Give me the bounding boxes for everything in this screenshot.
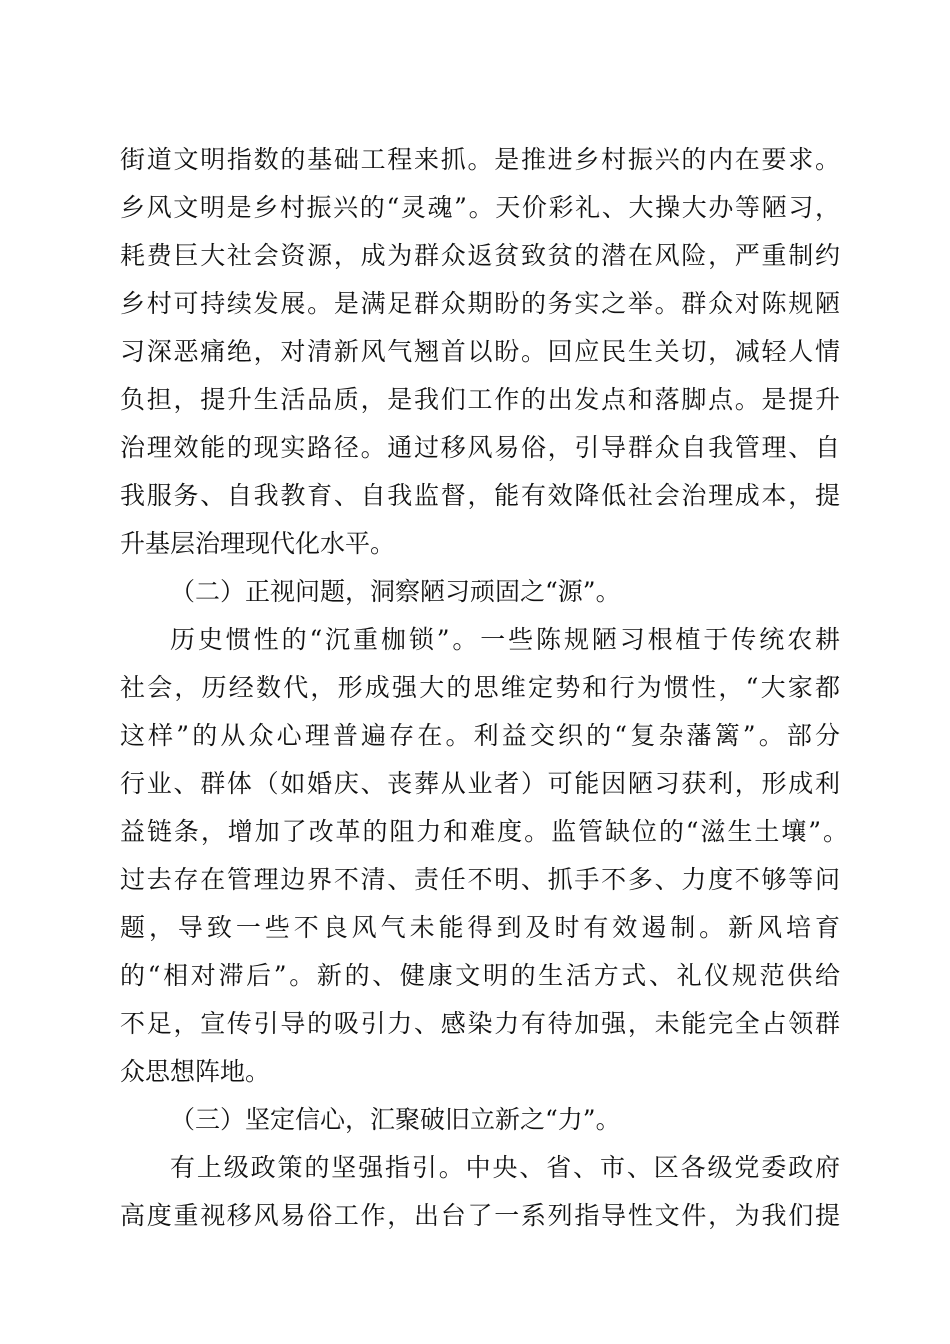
paragraph-line: 耗费巨大社会资源，成为群众返贫致贫的潜在风险，严重制约: [120, 241, 840, 270]
paragraph-line: 习深恶痛绝，对清新风气翘首以盼。回应民生关切，减轻人情: [120, 337, 840, 366]
paragraph-line: 有上级政策的坚强指引。中央、省、市、区各级党委政府: [170, 1153, 840, 1182]
paragraph-line: 历史惯性的“沉重枷锁”。一些陈规陋习根植于传统农耕: [170, 625, 840, 654]
section-heading: （三）坚定信心，汇聚破旧立新之“力”。: [170, 1105, 621, 1134]
paragraph-line: 乡村可持续发展。是满足群众期盼的务实之举。群众对陈规陋: [120, 289, 840, 318]
paragraph-line: 社会，历经数代，形成强大的思维定势和行为惯性，“大家都: [120, 673, 840, 702]
paragraph-line: 题，导致一些不良风气未能得到及时有效遏制。新风培育: [120, 913, 840, 942]
paragraph-line: 我服务、自我教育、自我监督，能有效降低社会治理成本，提: [120, 481, 840, 510]
paragraph-line: 乡风文明是乡村振兴的“灵魂”。天价彩礼、大操大办等陋习，: [120, 193, 840, 222]
paragraph-line: 众思想阵地。: [120, 1057, 271, 1086]
paragraph-line: 的“相对滞后”。新的、健康文明的生活方式、礼仪规范供给: [120, 961, 840, 990]
paragraph-line: 行业、群体（如婚庆、丧葬从业者）可能因陋习获利，形成利: [120, 769, 840, 798]
paragraph-line: 益链条，增加了改革的阻力和难度。监管缺位的“滋生土壤”。: [120, 817, 848, 846]
section-heading: （二）正视问题，洞察陋习顽固之“源”。: [170, 577, 621, 606]
paragraph-line: 升基层治理现代化水平。: [120, 529, 396, 558]
paragraph-line: 不足，宣传引导的吸引力、感染力有待加强，未能完全占领群: [120, 1009, 840, 1038]
paragraph-line: 治理效能的现实路径。通过移风易俗，引导群众自我管理、自: [120, 433, 840, 462]
paragraph-line: 过去存在管理边界不清、责任不明、抓手不多、力度不够等问: [120, 865, 840, 894]
paragraph-line: 街道文明指数的基础工程来抓。是推进乡村振兴的内在要求。: [120, 145, 840, 174]
paragraph-line: 这样”的从众心理普遍存在。利益交织的“复杂藩篱”。部分: [120, 721, 840, 750]
paragraph-line: 高度重视移风易俗工作，出台了一系列指导性文件，为我们提: [120, 1201, 840, 1230]
paragraph-line: 负担，提升生活品质，是我们工作的出发点和落脚点。是提升: [120, 385, 840, 414]
